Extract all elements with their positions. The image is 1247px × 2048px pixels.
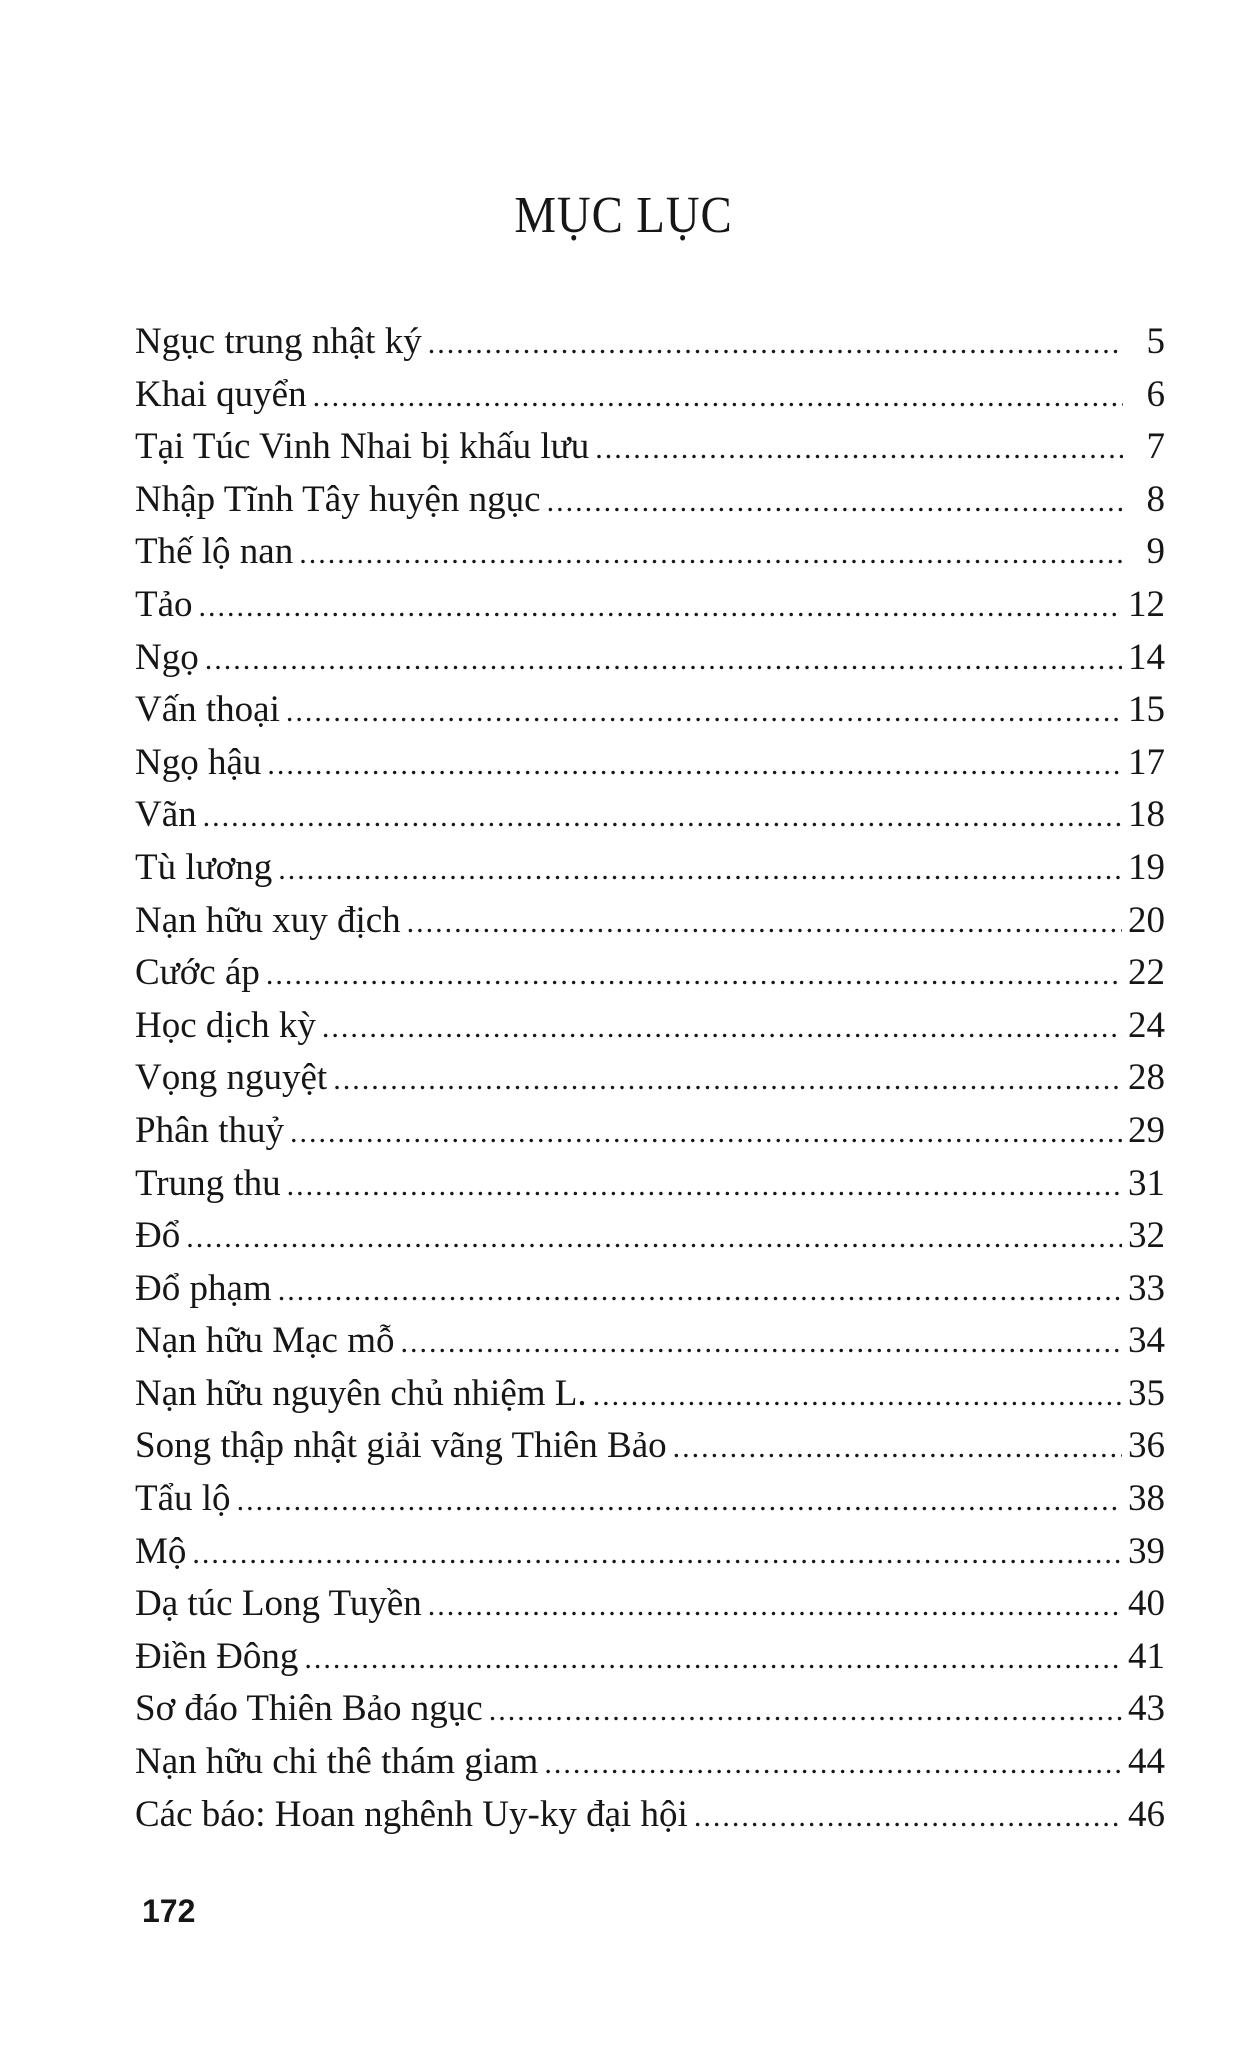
toc-entry-page: 22 [1128,952,1165,994]
toc-entry-page: 8 [1146,478,1165,520]
toc-entry-title: Nạn hữu Mạc mỗ [135,1320,395,1362]
toc-entry-page: 20 [1128,899,1165,941]
toc-entry-title: Cước áp [135,952,260,994]
toc-entry-page: 33 [1128,1267,1165,1309]
dot-leader [237,1484,1122,1518]
dot-leader [278,1274,1122,1308]
toc-entry-title: Ngọ [135,636,199,678]
dot-leader [205,643,1122,677]
toc-entry [135,688,1165,741]
toc-entry-page: 34 [1128,1320,1165,1362]
toc-entry-page: 35 [1128,1372,1165,1414]
toc-entry-title: Ngọ hậu [135,741,262,783]
toc-entry-page: 39 [1128,1530,1165,1572]
dot-leader [266,958,1122,992]
toc-entry-title: Tẩu lộ [135,1478,231,1520]
toc-entry-title: Dạ túc Long Tuyền [135,1583,422,1625]
toc-entry [135,1267,1165,1320]
toc-entry-title: Song thập nhật giải vãng Thiên Bảo [135,1425,667,1467]
dot-leader [489,1694,1122,1728]
toc-entry-page: 44 [1128,1741,1165,1783]
dot-leader [192,1537,1122,1571]
toc-entry [135,1687,1165,1740]
toc-entry-page: 17 [1128,741,1165,783]
toc-entry-title: Tù lương [135,846,273,888]
toc-entry-page: 19 [1128,846,1165,888]
toc-entry [135,1162,1165,1215]
dot-leader [407,906,1122,940]
toc-entry [135,1477,1165,1530]
toc-entry [135,1424,1165,1477]
toc-entry-title: Vọng nguyệt [135,1057,328,1099]
toc-entry-page: 36 [1128,1425,1165,1467]
toc-entry [135,1635,1165,1688]
dot-leader [304,1642,1122,1676]
page-number: 172 [142,1893,196,1929]
toc-entry-title: Nạn hữu chi thê thám giam [135,1741,539,1783]
toc-entry-title: Tại Túc Vinh Nhai bị khấu lưu [135,426,590,468]
toc-entry [135,1582,1165,1635]
dot-leader [595,432,1123,466]
dot-leader [290,1116,1122,1150]
dot-leader [400,1326,1122,1360]
dot-leader [287,1169,1122,1203]
toc-entry-title: Sơ đáo Thiên Bảo ngục [135,1688,483,1730]
dot-leader [203,800,1122,834]
toc-entry-page: 7 [1146,426,1165,468]
toc-entry-page: 24 [1128,1004,1165,1046]
toc-entry-title: Nạn hữu xuy địch [135,899,401,941]
toc-entry-title: Khai quyển [135,373,307,415]
dot-leader [299,537,1123,571]
toc-entry [135,320,1165,373]
toc-entry-page: 40 [1128,1583,1165,1625]
toc-entry [135,1530,1165,1583]
toc-entry-page: 38 [1128,1478,1165,1520]
dot-leader [544,1747,1122,1781]
toc-entry-title: Trung thu [135,1162,281,1204]
toc-entry [135,1004,1165,1057]
toc-entry [135,793,1165,846]
toc-entry [135,899,1165,952]
toc-entry-page: 14 [1128,636,1165,678]
toc-entry [135,846,1165,899]
dot-leader [278,853,1122,887]
toc-entry-page: 31 [1128,1162,1165,1204]
toc-entry-page: 12 [1128,583,1165,625]
toc-entry-title: Các báo: Hoan nghênh Uy-ky đại hội [135,1793,688,1835]
toc-entry-page: 43 [1128,1688,1165,1730]
toc-entry [135,1372,1165,1425]
toc-entry-page: 6 [1146,373,1165,415]
toc-entry-title: Tảo [135,583,193,625]
toc-entry-page: 28 [1128,1057,1165,1099]
toc-entry [135,741,1165,794]
toc-entry-title: Vấn thoại [135,689,280,731]
dot-leader [428,1589,1122,1623]
toc-entry-page: 29 [1128,1109,1165,1151]
toc-entry [135,1319,1165,1372]
dot-leader [673,1431,1122,1465]
toc-entry [135,951,1165,1004]
dot-leader [333,1063,1122,1097]
toc-entry [135,373,1165,426]
toc-entry-title: Thế lộ nan [135,531,294,573]
toc-entry-title: Phân thuỷ [135,1109,285,1151]
toc-entry-title: Ngục trung nhật ký [135,321,422,362]
dot-leader [694,1800,1122,1834]
toc-entry [135,636,1165,689]
toc-entry-title: Nhập Tĩnh Tây huyện ngục [135,478,541,520]
toc-entry [135,1109,1165,1162]
toc-entry [135,425,1165,478]
toc-entry-title: Điền Đông [135,1635,299,1677]
toc-entry-page: 15 [1128,689,1165,731]
toc-entry-page: 46 [1128,1793,1165,1835]
toc-entry [135,1056,1165,1109]
toc-entry-page: 18 [1128,794,1165,836]
toc-entry [135,1214,1165,1267]
dot-leader [313,380,1123,414]
dot-leader [186,1221,1122,1255]
toc-entry-title: Học dịch kỳ [135,1004,316,1046]
toc-entry [135,530,1165,583]
toc-entry-title: Nạn hữu nguyên chủ nhiệm L. [135,1372,587,1414]
page-title: MỤC LỤC [514,187,733,244]
toc-entry-page: 5 [1146,321,1165,362]
toc-entry-page: 32 [1128,1215,1165,1257]
dot-leader [199,590,1122,624]
dot-leader [322,1011,1122,1045]
dot-leader [428,327,1123,361]
toc-entry-page: 9 [1146,531,1165,573]
toc-entry [135,583,1165,636]
toc-entry [135,478,1165,531]
toc-entry-title: Vãn [135,794,197,836]
toc-entry [135,1740,1165,1793]
toc-entry-title: Đổ phạm [135,1267,272,1309]
dot-leader [547,485,1123,519]
toc-entry-title: Mộ [135,1530,187,1572]
toc-entry-page: 41 [1128,1635,1165,1677]
toc-entry [135,1793,1165,1846]
dot-leader [267,748,1122,782]
dot-leader [286,695,1122,729]
toc-entry-title: Đổ [135,1215,181,1257]
table-of-contents [135,320,1165,1845]
dot-leader [593,1379,1122,1413]
